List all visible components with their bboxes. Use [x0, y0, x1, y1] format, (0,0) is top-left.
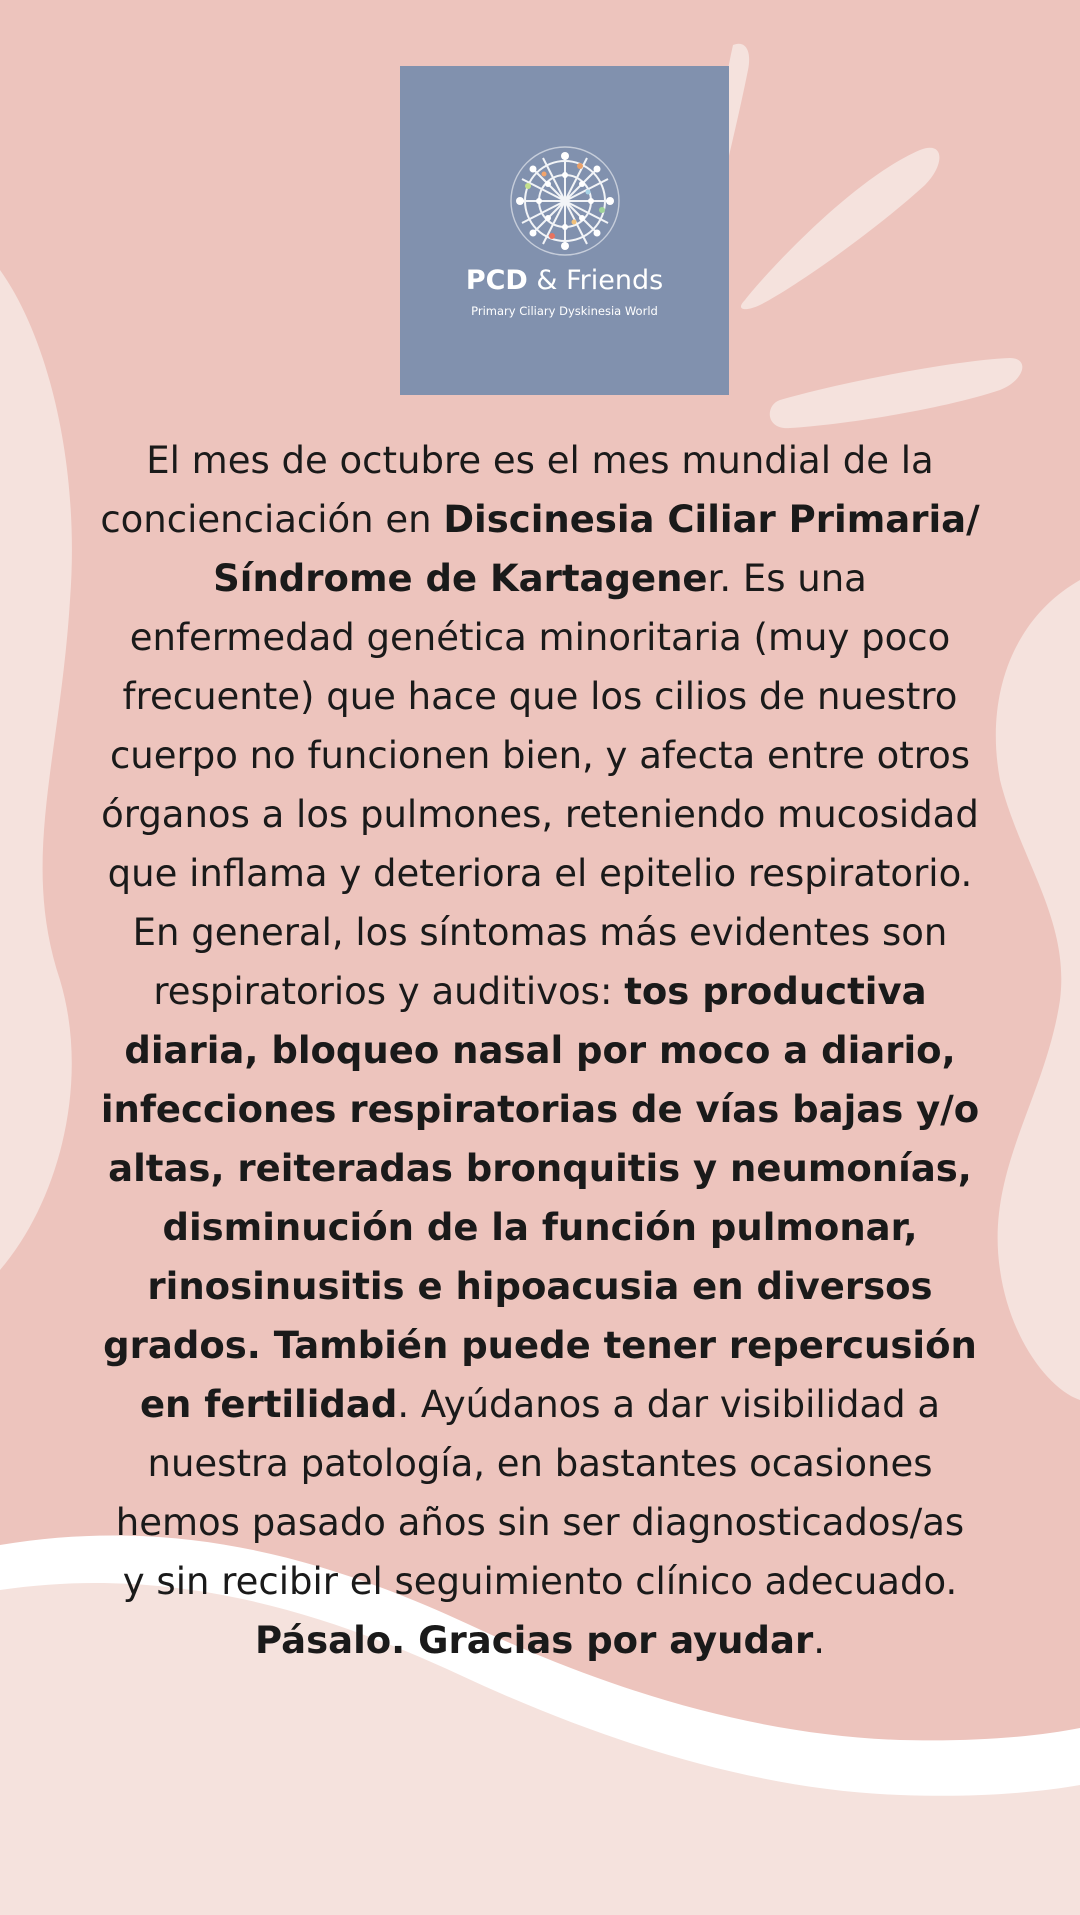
message-text: r. Es una enfermedad genética minoritaria (muy poco frecuente) que hace que los cilios de nuestro cuerpo no funcionen bien, y afecta entre otros órganos a los pulmones, reteniendo mucosidad que inflama y deteriora el epitelio respiratorio. En general, los síntomas más evidentes son respiratorios y auditivos:: [101, 557, 979, 1013]
logo-tagline: Primary Ciliary Dyskinesia World: [471, 304, 658, 318]
brush-stroke-shape: [741, 148, 939, 309]
message-bold-text: Discinesia Ciliar Primaria/ Síndrome de Kartagene: [213, 498, 980, 600]
message-bold-text: tos productiva diaria, bloqueo nasal por moco a diario, infecciones respiratorias de vías bajas y/o altas, reiteradas bronquitis y neumonías, disminución de la función pulmonar, rinosinusitis e hipoacusia en diversos grados. También puede tener repercusión en fertilidad: [100, 970, 980, 1426]
message-text: .: [813, 1619, 825, 1662]
message-bold-text: Pásalo. Gracias por ayudar: [255, 1619, 814, 1662]
logo-wordmark: PCD & Friends: [465, 265, 664, 296]
message-text: El mes de octubre es el mes mundial de la concienciación en: [100, 439, 934, 541]
left-blob-shape: [0, 270, 72, 1270]
pcd-friends-logo: [400, 66, 729, 395]
right-blob-shape: [996, 580, 1080, 1400]
brush-stroke-shape: [770, 358, 1023, 428]
cilia-circle-icon: [508, 144, 622, 258]
awareness-message: [100, 431, 980, 1670]
message-text: . Ayúdanos a dar visibilidad a nuestra patología, en bastantes ocasiones hemos pasado años sin ser diagnosticados/as y sin recibir el seguimiento clínico adecuado.: [115, 1383, 965, 1603]
